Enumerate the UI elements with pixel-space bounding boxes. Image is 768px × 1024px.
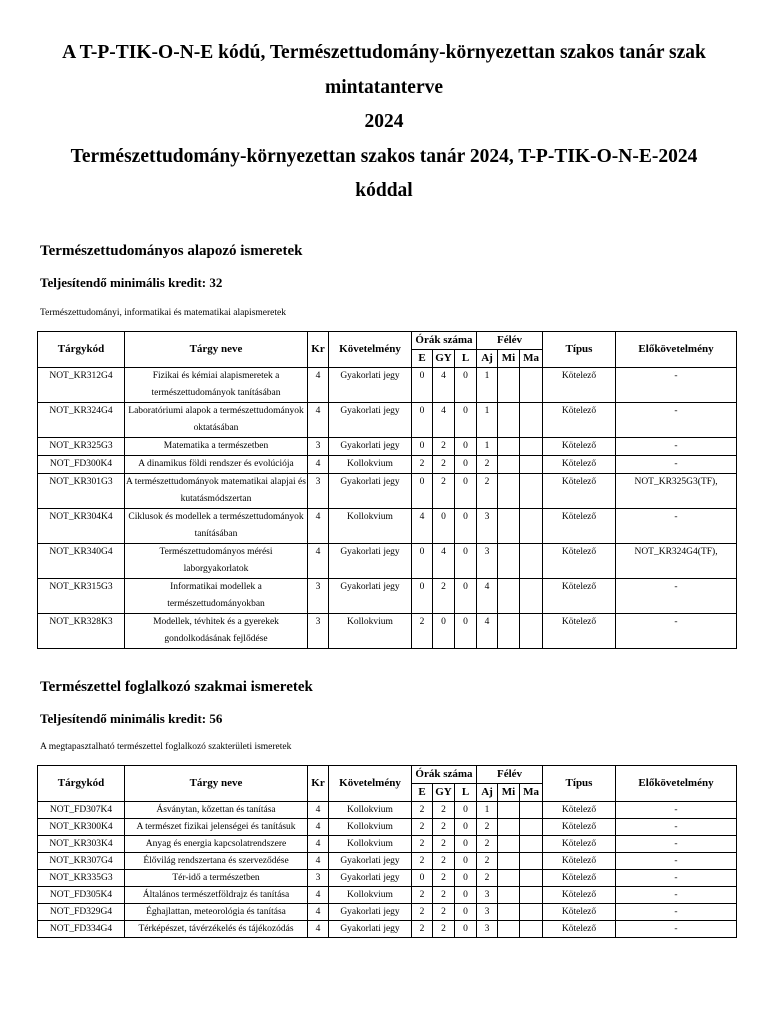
semester-mi (498, 474, 520, 509)
course-code: NOT_FD300K4 (38, 456, 125, 474)
hours-e: 0 (412, 368, 433, 403)
course-prerequisite: - (616, 853, 737, 870)
course-name: Anyag és energia kapcsolatrendszere (125, 836, 308, 853)
column-header-type: Típus (543, 332, 616, 368)
semester-aj: 4 (477, 614, 498, 649)
column-header-aj: Aj (477, 350, 498, 368)
semester-ma (520, 403, 543, 438)
semester-mi (498, 579, 520, 614)
table-row (38, 614, 737, 649)
course-type: Kötelező (543, 904, 616, 921)
course-code: NOT_KR300K4 (38, 819, 125, 836)
course-prerequisite: - (616, 403, 737, 438)
hours-e: 4 (412, 509, 433, 544)
hours-gy: 2 (433, 887, 455, 904)
course-code: NOT_FD334G4 (38, 921, 125, 938)
subsection-heading: A megtapasztalható természettel foglalkozó szakterületi ismeretek (40, 742, 292, 752)
column-header-l: L (455, 784, 477, 802)
course-requirement: Gyakorlati jegy (329, 403, 412, 438)
table-row (38, 870, 737, 887)
course-name: Természettudományos mérési laborgyakorlatok (125, 544, 308, 579)
semester-aj: 2 (477, 474, 498, 509)
semester-ma (520, 887, 543, 904)
semester-mi (498, 614, 520, 649)
semester-aj: 2 (477, 836, 498, 853)
semester-aj: 2 (477, 819, 498, 836)
semester-aj: 2 (477, 853, 498, 870)
course-code: NOT_FD305K4 (38, 887, 125, 904)
semester-aj: 3 (477, 921, 498, 938)
semester-aj: 1 (477, 802, 498, 819)
semester-aj: 3 (477, 509, 498, 544)
semester-aj: 1 (477, 403, 498, 438)
semester-ma (520, 544, 543, 579)
course-name: Térképészet, távérzékelés és tájékozódás (125, 921, 308, 938)
course-code: NOT_KR303K4 (38, 836, 125, 853)
column-header-kr: Kr (308, 332, 329, 368)
table-row (38, 819, 737, 836)
course-name: Ciklusok és modellek a természettudományok tanításában (125, 509, 308, 544)
semester-mi (498, 456, 520, 474)
column-header-name: Tárgy neve (125, 332, 308, 368)
credit-requirement: Teljesítendő minimális kredit: 32 (40, 275, 223, 290)
column-header-code: Tárgykód (38, 766, 125, 802)
credit-requirement: Teljesítendő minimális kredit: 56 (40, 711, 223, 726)
hours-l: 0 (455, 904, 477, 921)
course-prerequisite: NOT_KR324G4(TF), (616, 544, 737, 579)
course-code: NOT_KR340G4 (38, 544, 125, 579)
semester-mi (498, 438, 520, 456)
hours-l: 0 (455, 802, 477, 819)
table-row (38, 438, 737, 456)
course-name: Matematika a természetben (125, 438, 308, 456)
hours-l: 0 (455, 474, 477, 509)
course-code: NOT_KR307G4 (38, 853, 125, 870)
column-header-kr: Kr (308, 766, 329, 802)
hours-e: 2 (412, 904, 433, 921)
course-credit: 4 (308, 819, 329, 836)
column-header-name: Tárgy neve (125, 766, 308, 802)
course-type: Kötelező (543, 579, 616, 614)
course-prerequisite: - (616, 456, 737, 474)
course-type: Kötelező (543, 474, 616, 509)
course-name: Ásványtan, kőzettan és tanítása (125, 802, 308, 819)
hours-l: 0 (455, 544, 477, 579)
semester-aj: 1 (477, 438, 498, 456)
column-header-e: E (412, 784, 433, 802)
table-row (38, 853, 737, 870)
course-credit: 4 (308, 836, 329, 853)
title-line: kóddal (355, 180, 413, 201)
title-line: 2024 (364, 111, 404, 132)
hours-l: 0 (455, 509, 477, 544)
course-prerequisite: - (616, 887, 737, 904)
course-prerequisite: NOT_KR325G3(TF), (616, 474, 737, 509)
semester-ma (520, 438, 543, 456)
course-requirement: Gyakorlati jegy (329, 438, 412, 456)
table-row (38, 544, 737, 579)
semester-ma (520, 853, 543, 870)
course-type: Kötelező (543, 544, 616, 579)
hours-e: 2 (412, 921, 433, 938)
course-prerequisite: - (616, 368, 737, 403)
curriculum-table (37, 331, 737, 649)
course-requirement: Gyakorlati jegy (329, 474, 412, 509)
semester-aj: 2 (477, 870, 498, 887)
semester-ma (520, 509, 543, 544)
hours-e: 0 (412, 870, 433, 887)
curriculum-table (37, 765, 737, 938)
column-header-prerequisite: Előkövetelmény (616, 766, 737, 802)
table-row (38, 836, 737, 853)
semester-ma (520, 921, 543, 938)
course-type: Kötelező (543, 819, 616, 836)
section-heading: Természettel foglalkozó szakmai ismeretek (40, 679, 313, 695)
course-credit: 4 (308, 853, 329, 870)
course-type: Kötelező (543, 870, 616, 887)
hours-gy: 2 (433, 904, 455, 921)
hours-l: 0 (455, 887, 477, 904)
table-row (38, 368, 737, 403)
course-credit: 4 (308, 887, 329, 904)
semester-mi (498, 853, 520, 870)
course-requirement: Gyakorlati jegy (329, 579, 412, 614)
course-name: A természettudományok matematikai alapjai és kutatásmódszertan (125, 474, 308, 509)
course-code: NOT_KR328K3 (38, 614, 125, 649)
course-type: Kötelező (543, 403, 616, 438)
hours-e: 2 (412, 819, 433, 836)
course-credit: 4 (308, 544, 329, 579)
semester-ma (520, 870, 543, 887)
course-name: Laboratóriumi alapok a természettudományok oktatásában (125, 403, 308, 438)
course-code: NOT_KR325G3 (38, 438, 125, 456)
table-row (38, 509, 737, 544)
course-type: Kötelező (543, 614, 616, 649)
course-code: NOT_KR301G3 (38, 474, 125, 509)
column-header-code: Tárgykód (38, 332, 125, 368)
course-type: Kötelező (543, 802, 616, 819)
semester-mi (498, 403, 520, 438)
hours-l: 0 (455, 456, 477, 474)
course-credit: 4 (308, 456, 329, 474)
course-requirement: Kollokvium (329, 614, 412, 649)
course-prerequisite: - (616, 819, 737, 836)
course-credit: 3 (308, 870, 329, 887)
course-code: NOT_KR312G4 (38, 368, 125, 403)
course-prerequisite: - (616, 802, 737, 819)
hours-gy: 2 (433, 853, 455, 870)
semester-mi (498, 802, 520, 819)
hours-e: 2 (412, 887, 433, 904)
table-row (38, 474, 737, 509)
hours-gy: 2 (433, 836, 455, 853)
column-header-semester: Félév (477, 332, 543, 350)
course-name: A dinamikus földi rendszer és evolúciója (125, 456, 308, 474)
hours-gy: 4 (433, 368, 455, 403)
table-row (38, 921, 737, 938)
title-line: A T-P-TIK-O-N-E kódú, Természettudomány-környezettan szakos tanár szak (62, 42, 706, 63)
subsection-heading: Természettudományi, informatikai és matematikai alapismeretek (40, 308, 286, 318)
hours-e: 0 (412, 438, 433, 456)
course-name: A természet fizikai jelenségei és tanításuk (125, 819, 308, 836)
hours-e: 2 (412, 836, 433, 853)
column-header-aj: Aj (477, 784, 498, 802)
hours-l: 0 (455, 614, 477, 649)
course-requirement: Gyakorlati jegy (329, 921, 412, 938)
course-prerequisite: - (616, 836, 737, 853)
semester-aj: 3 (477, 544, 498, 579)
semester-aj: 4 (477, 579, 498, 614)
hours-gy: 2 (433, 802, 455, 819)
course-type: Kötelező (543, 368, 616, 403)
column-header-e: E (412, 350, 433, 368)
course-credit: 4 (308, 403, 329, 438)
column-header-mi: Mi (498, 350, 520, 368)
course-name: Általános természetföldrajz és tanítása (125, 887, 308, 904)
semester-ma (520, 904, 543, 921)
course-requirement: Kollokvium (329, 802, 412, 819)
course-requirement: Gyakorlati jegy (329, 368, 412, 403)
hours-gy: 2 (433, 921, 455, 938)
course-requirement: Kollokvium (329, 456, 412, 474)
course-name: Informatikai modellek a természettudományokban (125, 579, 308, 614)
semester-ma (520, 579, 543, 614)
semester-mi (498, 904, 520, 921)
course-credit: 4 (308, 921, 329, 938)
hours-gy: 2 (433, 438, 455, 456)
course-name: Fizikai és kémiai alapismeretek a természettudományok tanításában (125, 368, 308, 403)
hours-e: 0 (412, 544, 433, 579)
hours-e: 2 (412, 614, 433, 649)
course-requirement: Kollokvium (329, 509, 412, 544)
semester-mi (498, 509, 520, 544)
table-row (38, 403, 737, 438)
hours-l: 0 (455, 579, 477, 614)
semester-aj: 2 (477, 456, 498, 474)
hours-gy: 0 (433, 614, 455, 649)
hours-e: 2 (412, 802, 433, 819)
semester-ma (520, 819, 543, 836)
semester-ma (520, 456, 543, 474)
course-code: NOT_KR335G3 (38, 870, 125, 887)
course-type: Kötelező (543, 456, 616, 474)
course-prerequisite: - (616, 438, 737, 456)
column-header-semester: Félév (477, 766, 543, 784)
hours-l: 0 (455, 921, 477, 938)
semester-ma (520, 368, 543, 403)
hours-l: 0 (455, 819, 477, 836)
table-row (38, 887, 737, 904)
semester-ma (520, 614, 543, 649)
course-code: NOT_KR315G3 (38, 579, 125, 614)
semester-aj: 1 (477, 368, 498, 403)
course-name: Modellek, tévhitek és a gyerekek gondolkodásának fejlődése (125, 614, 308, 649)
section-heading: Természettudományos alapozó ismeretek (40, 243, 303, 259)
hours-gy: 2 (433, 870, 455, 887)
hours-e: 0 (412, 474, 433, 509)
course-credit: 4 (308, 904, 329, 921)
column-header-l: L (455, 350, 477, 368)
table-row (38, 579, 737, 614)
course-type: Kötelező (543, 509, 616, 544)
course-prerequisite: - (616, 870, 737, 887)
course-requirement: Gyakorlati jegy (329, 904, 412, 921)
hours-gy: 2 (433, 579, 455, 614)
column-header-hours: Órák száma (412, 332, 477, 350)
column-header-hours: Órák száma (412, 766, 477, 784)
course-type: Kötelező (543, 853, 616, 870)
hours-l: 0 (455, 368, 477, 403)
semester-aj: 3 (477, 904, 498, 921)
course-credit: 3 (308, 579, 329, 614)
course-prerequisite: - (616, 509, 737, 544)
column-header-ma: Ma (520, 784, 543, 802)
table-row (38, 456, 737, 474)
course-type: Kötelező (543, 887, 616, 904)
column-header-mi: Mi (498, 784, 520, 802)
column-header-ma: Ma (520, 350, 543, 368)
column-header-gy: GY (433, 350, 455, 368)
column-header-requirement: Követelmény (329, 332, 412, 368)
course-code: NOT_KR324G4 (38, 403, 125, 438)
semester-mi (498, 870, 520, 887)
column-header-prerequisite: Előkövetelmény (616, 332, 737, 368)
semester-ma (520, 474, 543, 509)
course-requirement: Kollokvium (329, 836, 412, 853)
hours-l: 0 (455, 853, 477, 870)
hours-gy: 0 (433, 509, 455, 544)
course-type: Kötelező (543, 921, 616, 938)
hours-l: 0 (455, 403, 477, 438)
hours-gy: 2 (433, 474, 455, 509)
hours-e: 0 (412, 579, 433, 614)
course-credit: 4 (308, 368, 329, 403)
semester-ma (520, 802, 543, 819)
semester-ma (520, 836, 543, 853)
semester-mi (498, 921, 520, 938)
course-requirement: Gyakorlati jegy (329, 853, 412, 870)
course-requirement: Kollokvium (329, 819, 412, 836)
hours-e: 0 (412, 403, 433, 438)
course-requirement: Gyakorlati jegy (329, 870, 412, 887)
hours-gy: 2 (433, 456, 455, 474)
course-code: NOT_FD307K4 (38, 802, 125, 819)
course-type: Kötelező (543, 836, 616, 853)
hours-gy: 2 (433, 819, 455, 836)
course-credit: 3 (308, 614, 329, 649)
semester-aj: 3 (477, 887, 498, 904)
course-code: NOT_KR304K4 (38, 509, 125, 544)
hours-gy: 4 (433, 544, 455, 579)
hours-l: 0 (455, 870, 477, 887)
course-name: Éghajlattan, meteorológia és tanítása (125, 904, 308, 921)
course-credit: 4 (308, 509, 329, 544)
hours-e: 2 (412, 853, 433, 870)
column-header-requirement: Követelmény (329, 766, 412, 802)
title-line: mintatanterve (324, 76, 444, 98)
course-credit: 4 (308, 802, 329, 819)
semester-mi (498, 368, 520, 403)
course-code: NOT_FD329G4 (38, 904, 125, 921)
course-credit: 3 (308, 474, 329, 509)
semester-mi (498, 819, 520, 836)
course-name: Élővilág rendszertana és szerveződése (125, 853, 308, 870)
page-title (20, 36, 748, 209)
course-name: Tér-idő a természetben (125, 870, 308, 887)
hours-l: 0 (455, 836, 477, 853)
course-prerequisite: - (616, 579, 737, 614)
title-line: Természettudomány-környezettan szakos tanár 2024, T-P-TIK-O-N-E-2024 (70, 145, 698, 167)
hours-e: 2 (412, 456, 433, 474)
column-header-gy: GY (433, 784, 455, 802)
course-prerequisite: - (616, 904, 737, 921)
course-type: Kötelező (543, 438, 616, 456)
table-row (38, 802, 737, 819)
semester-mi (498, 544, 520, 579)
course-credit: 3 (308, 438, 329, 456)
hours-gy: 4 (433, 403, 455, 438)
course-requirement: Gyakorlati jegy (329, 544, 412, 579)
semester-mi (498, 836, 520, 853)
course-prerequisite: - (616, 614, 737, 649)
column-header-type: Típus (543, 766, 616, 802)
course-prerequisite: - (616, 921, 737, 938)
course-requirement: Kollokvium (329, 887, 412, 904)
semester-mi (498, 887, 520, 904)
table-row (38, 904, 737, 921)
hours-l: 0 (455, 438, 477, 456)
